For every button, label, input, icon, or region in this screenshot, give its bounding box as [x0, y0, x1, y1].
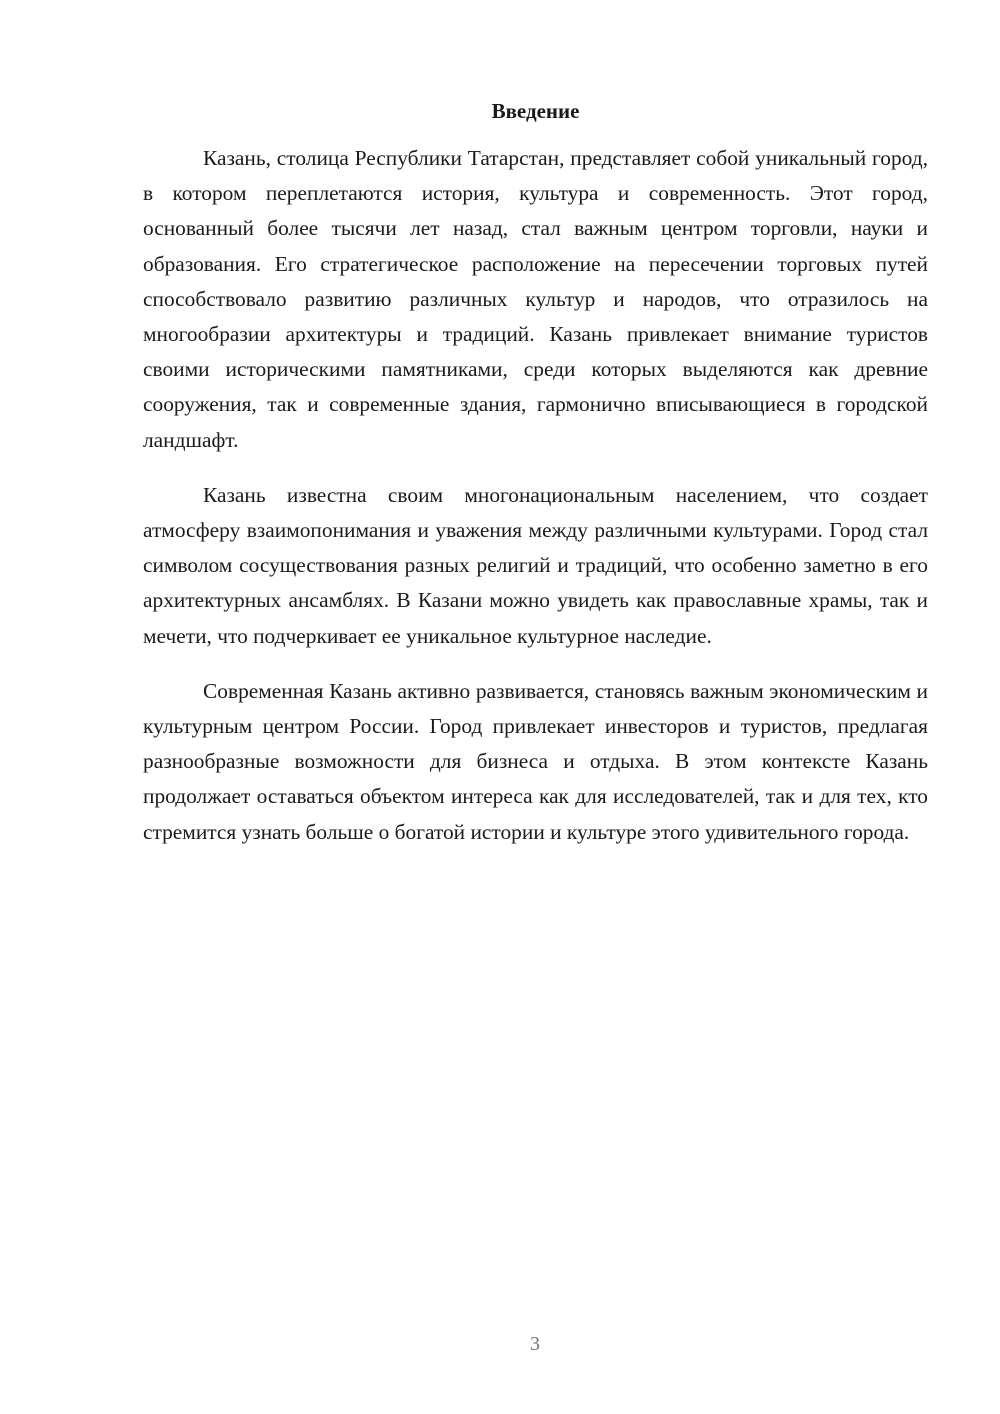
page-title: Введение — [491, 99, 580, 123]
paragraph-1: Казань, столица Республики Татарстан, представляет собой уникальный город, в котором переплетаются история, культура и современность. Этот город, основанный более тысячи лет назад, стал важным центром торговли, науки и образования. Его стратегическое расположение на пересечении торговых путей способствовало развитию различных культур и народов, что отразилось на многообразии архитектуры и традиций. Казань привлекает внимание туристов своими историческими памятниками, среди которых выделяются как древние сооружения, так и современные здания, гармонично вписывающиеся в городской ландшафт. — [143, 146, 928, 452]
paragraph-3: Современная Казань активно развивается, становясь важным экономическим и культурным центром России. Город привлекает инвесторов и туристов, предлагая разнообразные возможности для бизнеса и отдыха. В этом контексте Казань продолжает оставаться объектом интереса как для исследователей, так и для тех, кто стремится узнать больше о богатой истории и культуре этого удивительного города. — [143, 678, 928, 844]
body-text — [143, 141, 928, 870]
paragraph-2: Казань известна своим многонациональным населением, что создает атмосферу взаимопонимания и уважения между различными культурами. Город стал символом сосуществования разных религий и традиций, что особенно заметно в его архитектурных ансамблях. В Казани можно увидеть как православные храмы, так и мечети, что подчеркивает ее уникальное культурное наследие. — [143, 482, 928, 648]
page-number: 3 — [530, 1333, 540, 1355]
